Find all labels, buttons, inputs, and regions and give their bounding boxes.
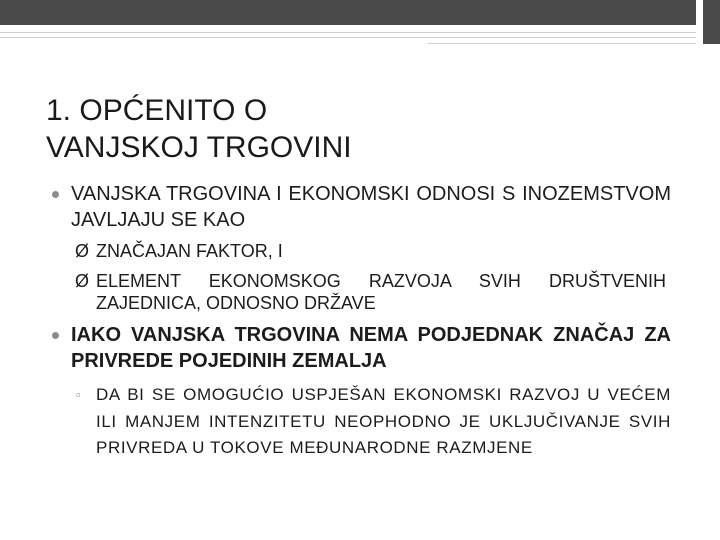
header-band-gap bbox=[696, 0, 703, 25]
slide-title-line-1: 1. OPĆENITO O bbox=[46, 94, 268, 127]
arrow-bullet-icon: Ø bbox=[75, 271, 90, 291]
subitem-text-2-1: DA BI SE OMOGUĆIO USPJEŠAN EKONOMSKI RAZVOJ U VEĆEM ILI MANJEM INTENZITETU NEOPHODNO JE UKLJUČIVANJE SVIH PRIVREDA U TOKOVE MEĐUNARODNE RAZMJENE bbox=[96, 385, 671, 457]
bullet-text-1: VANJSKA TRGOVINA I EKONOMSKI ODNOSI S INOZEMSTVOM JAVLJAJU SE KAO bbox=[71, 183, 671, 231]
square-bullet-icon: ▫ bbox=[76, 387, 81, 402]
header-corner-block bbox=[703, 0, 720, 44]
subitem-text-1-1: ZNAČAJAN FAKTOR, I bbox=[96, 241, 283, 261]
header-band bbox=[0, 0, 696, 25]
slide-title bbox=[46, 92, 606, 166]
header-rule-1 bbox=[0, 32, 696, 33]
bullet-dot bbox=[52, 191, 59, 198]
bullet-dot bbox=[52, 332, 59, 339]
slide-title-line-2: VANJSKOJ TRGOVINI bbox=[46, 131, 352, 164]
header-rule-2 bbox=[0, 37, 696, 38]
header-rule-3 bbox=[428, 43, 696, 44]
arrow-bullet-icon: Ø bbox=[75, 241, 90, 261]
bullet-text-2: IAKO VANJSKA TRGOVINA NEMA PODJEDNAK ZNAČAJ ZA PRIVREDE POJEDINIH ZEMALJA bbox=[71, 324, 671, 372]
subitem-text-1-2: ELEMENT EKONOMSKOG RAZVOJA SVIH DRUŠTVENIH ZAJEDNICA, ODNOSNO DRŽAVE bbox=[96, 271, 666, 313]
